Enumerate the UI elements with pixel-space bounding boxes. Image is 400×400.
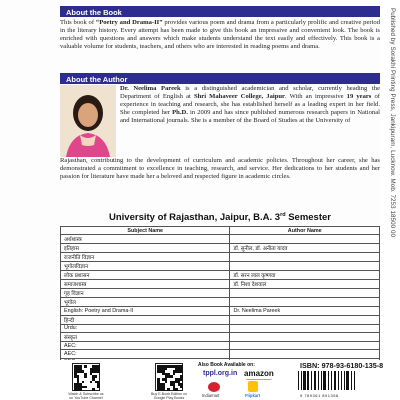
author-cell: डॉ. निशा देशवाल [230,280,380,289]
playbooks-qr-caption: Buy E-Book Edition on Google Play Books [151,392,187,400]
indiamart-logo-icon [208,382,220,392]
isbn-text: ISBN: 978-93-6180-135-8 [300,361,384,370]
barcode-bar [321,371,322,390]
table-row [61,324,380,332]
subject-cell: AEC: [61,350,230,358]
author-cell [230,235,380,244]
table-row [61,307,380,315]
qr-module [97,370,100,373]
qr-module [82,381,85,384]
subject-cell: समाजशास्त्र [61,280,230,289]
header-author: Author Name [230,227,380,235]
author-photo [60,85,116,157]
qr-module [167,388,170,391]
barcode-number: 9 789361 801358 [300,393,339,398]
about-author-heading-bar [60,73,380,84]
about-author-section [60,73,380,84]
about-book-heading: About the Book [66,7,122,17]
table-header-row [61,227,380,235]
subject-cell: हिन्दी [61,315,230,324]
subject-cell: AEC: [61,342,230,350]
author-cell [230,298,380,307]
university-title: University of Rajasthan, Jaipur, B.A. 3rd Semester [109,212,331,224]
table-row [61,350,380,358]
author-cell: डॉ. सरन लाल कृष्णवा [230,271,380,280]
barcode-bar [328,371,329,390]
table-row [61,280,380,289]
store-flipkart-link[interactable]: Flipkart [245,393,261,398]
barcode-bar [303,371,306,390]
table-row [61,235,380,244]
barcode-bar [301,371,302,390]
author-cell [230,342,380,350]
qr-module [180,378,183,381]
author-cell [230,262,380,271]
subject-cell: भूगोलविज्ञान [61,262,230,271]
about-book-section [60,6,380,51]
barcode-bar [338,371,339,390]
qr-module [175,388,178,391]
author-cell [230,333,380,342]
author-cell: डॉ. सुनील, डॉ. अनीता यादव [230,244,380,253]
barcode-bar [311,371,312,390]
qr-module [84,386,87,389]
barcode-bar [346,371,349,390]
author-cell: Dr. Neelima Pareek [230,307,380,315]
table-row [61,342,380,350]
table-row [61,333,380,342]
barcode-bar [298,371,299,390]
subject-cell: लोक प्रशासन [61,271,230,280]
subject-cell: अर्थशास्त्र [61,235,230,244]
author-cell [230,289,380,298]
subject-cell: इतिहास [61,244,230,253]
table-row [61,244,380,253]
store-indiamart-link[interactable]: Indiamart [202,393,220,398]
spine-strip [380,0,400,360]
barcode-bar [331,371,333,390]
author-cell [230,350,380,358]
barcode-bar [307,371,309,390]
qr-module [84,375,87,378]
qr-module [180,386,183,389]
playbooks-qr-code[interactable] [155,363,183,391]
isbn-barcode [296,371,376,393]
barcode-bar [351,371,353,390]
barcode-bar [341,371,342,390]
table-row [61,253,380,262]
youtube-qr-code[interactable] [72,363,100,391]
youtube-qr-caption: Watch & Subscribe us on YouTube Channel [68,392,104,400]
author-bio-top: Dr. Neelima Pareek is a distinguished academician and scholar, currently heading the Department of English at Shri Mahaveer College, Jaipur. With an impressive 19 years of experience in teaching and research, she has established herself as a leading expert in her field. She completed her Ph.D. in 2009 and has since published numerous research papers in National and International journals. She is a member of the Board of Studies at the University of [120,85,380,124]
store-tppl-link[interactable]: tppl.org.in [203,370,238,377]
author-bio-rest: Rajasthan, contributing to the development of curriculum and academic policies. Throughout her career, she has demonstrated a commitment to excellence in teaching, research, and service. Her dedications to her students and her passion for literature have made her a beloved and respected figure in academic circles. [60,157,380,180]
store-amazon-link[interactable]: amazon [244,369,274,378]
qr-module [173,373,176,376]
subject-cell: गृह विज्ञान [61,289,230,298]
barcode-bar [314,371,317,390]
about-author-heading: About the Author [66,74,128,84]
about-book-text: This book of “Poetry and Drama-II” provides various poem and drama from a particularly prolific and creative period in the literary history. Every attempt has been made to give this book an impressive and convenient look. The book is enriched with questions and answers which make students understand the text easily and effectively. This book is a valuable volume for students, teachers, and others who are interested in reading poems and drama. [60,19,380,50]
header-subject: Subject Name [61,227,230,235]
barcode-bar [323,371,326,390]
barcode-bar [334,371,337,390]
table-row [61,262,380,271]
qr-module [165,368,168,371]
flipkart-logo-icon [248,381,258,392]
amazon-smile-icon [246,378,272,380]
qr-module [92,388,95,391]
subject-cell: Urdu: [61,324,230,332]
qr-module [165,381,168,384]
qr-module [84,365,87,368]
qr-module [162,388,165,391]
author-cell [230,253,380,262]
table-row [61,289,380,298]
subject-cell: संस्कृत [61,333,230,342]
subject-cell: भूगोल [61,298,230,307]
table-row [61,315,380,324]
table-row [61,271,380,280]
qr-module [97,386,100,389]
subject-cell: राजनीति विज्ञान [61,253,230,262]
subject-cell: English: Poetry and Drama-II [61,307,230,315]
barcode-bar [318,371,319,390]
barcode-bar [354,371,355,390]
barcode-bar [344,371,345,390]
author-cell [230,315,380,324]
qr-module [79,388,82,391]
publisher-spine-text: Published by Sorakhi Printing Press, Jankipuram, Lucknow. Mob. 7253 18500 00 [389,8,396,238]
also-available-label: Also Book Available on: [198,362,255,368]
qr-module [180,370,183,373]
author-cell [230,324,380,332]
qr-module [95,375,98,378]
qr-module [170,375,173,378]
qr-module [90,381,93,384]
about-book-heading-bar [60,6,380,17]
table-row [61,298,380,307]
